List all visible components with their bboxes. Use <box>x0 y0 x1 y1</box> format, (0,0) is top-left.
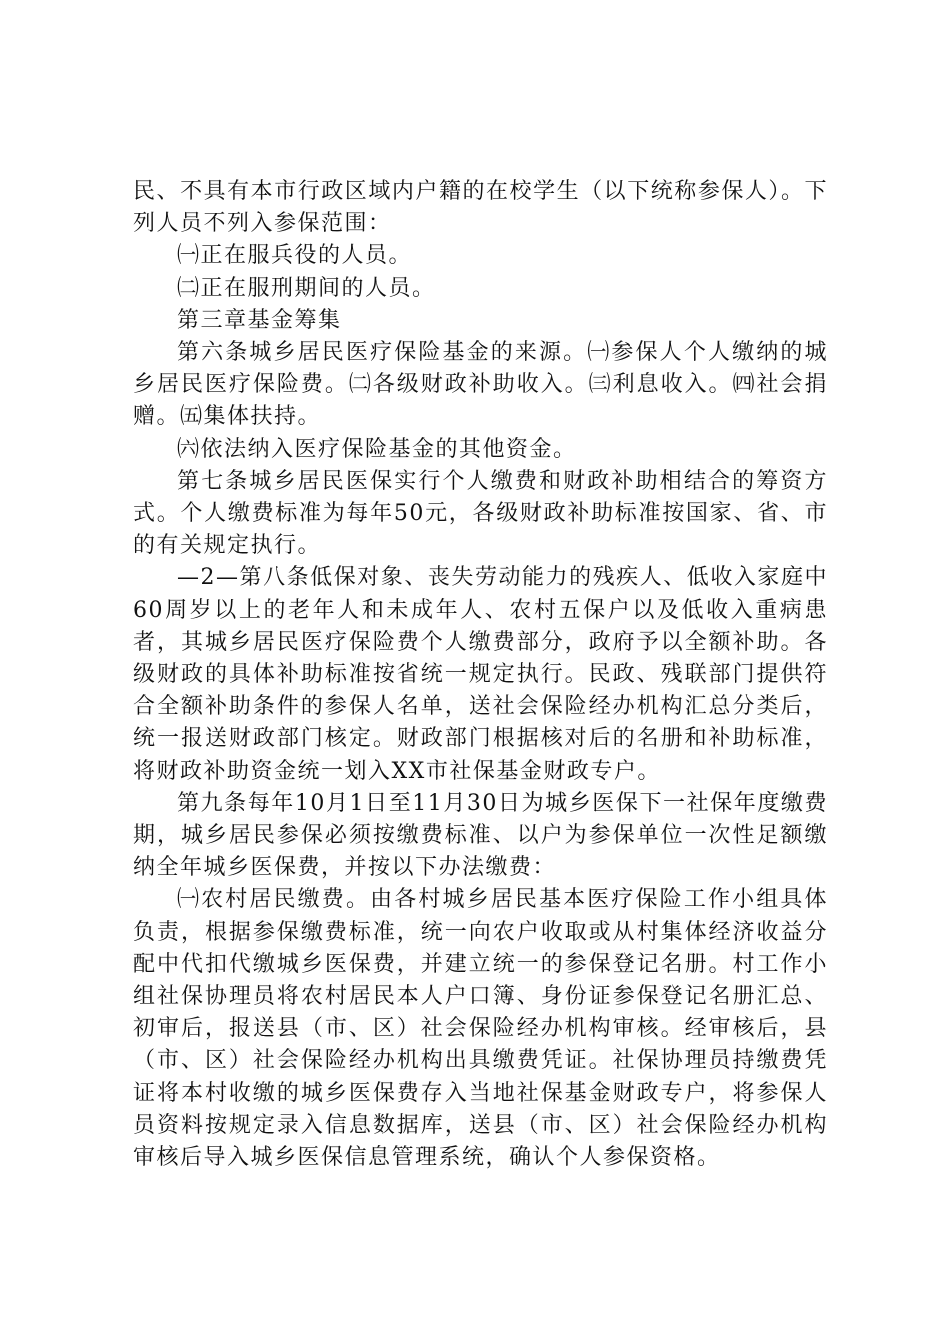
paragraph-eligibility-continuation: 民、不具有本市行政区域内户籍的在校学生（以下统称参保人）。下列人员不列入参保范围： <box>133 179 828 237</box>
paragraph-article-9-item-1: ㈠农村居民缴费。由各村城乡居民基本医疗保险工作小组具体负责，根据参保缴费标准，统一向农户收取或从村集体经济收益分配中代扣代缴城乡医保费，并建立统一的参保登记名册。村工作小组社保协理员将农村居民本人户口簿、身份证参保登记名册汇总、初审后，报送县（市、区）社会保险经办机构审核。经审核后，县（市、区）社会保险经办机构出具缴费凭证。社保协理员持缴费凭证将本村收缴的城乡医保费存入当地社保基金财政专户，将参保人员资料按规定录入信息数据库，送县（市、区）社会保险经办机构审核后导入城乡医保信息管理系统，确认个人参保资格。 <box>133 887 828 1171</box>
paragraph-exclusion-military: ㈠正在服兵役的人员。 <box>177 243 413 269</box>
paragraph-article-8: —2—第八条低保对象、丧失劳动能力的残疾人、低收入家庭中60周岁以上的老年人和未成年人、农村五保户以及低收入重病患者，其城乡居民医疗保险费个人缴费部分，政府予以全额补助。各级财政的具体补助标准按省统一规定执行。民政、残联部门提供符合全额补助条件的参保人名单，送社会保险经办机构汇总分类后，统一报送财政部门核定。财政部门根据核对后的名册和补助标准，将财政补助资金统一划入XX市社保基金财政专户。 <box>133 565 828 784</box>
document-body <box>133 176 828 1174</box>
paragraph-article-7: 第七条城乡居民医保实行个人缴费和财政补助相结合的筹资方式。个人缴费标准为每年50元，各级财政补助标准按国家、省、市的有关规定执行。 <box>133 468 828 559</box>
paragraph-article-6-item-6: ㈥依法纳入医疗保险基金的其他资金。 <box>177 436 577 462</box>
chapter-heading: 第三章基金筹集 <box>177 307 342 333</box>
paragraph-article-9: 第九条每年10月1日至11月30日为城乡医保下一社保年度缴费期，城乡居民参保必须按缴费标准、以户为参保单位一次性足额缴纳全年城乡医保费，并按以下办法缴费： <box>133 790 828 881</box>
paragraph-exclusion-prison: ㈡正在服刑期间的人员。 <box>177 275 436 301</box>
paragraph-article-6: 第六条城乡居民医疗保险基金的来源。㈠参保人个人缴纳的城乡居民医疗保险费。㈡各级财政补助收入。㈢利息收入。㈣社会捐赠。㈤集体扶持。 <box>133 340 828 430</box>
